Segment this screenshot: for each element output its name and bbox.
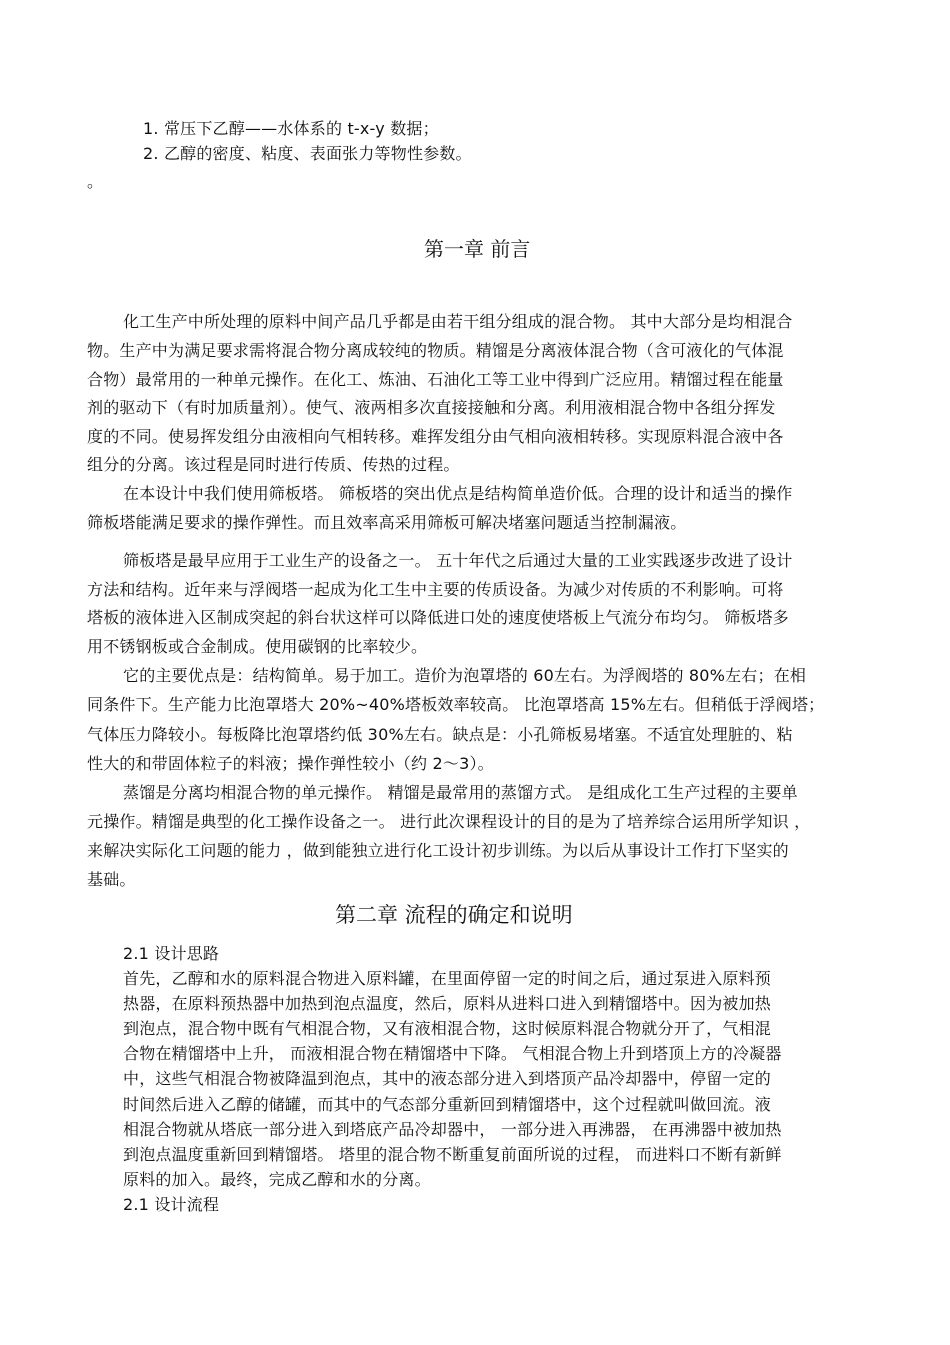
reference-item-1: 1. 常压下乙醇——水体系的 t-x-y 数据； xyxy=(143,119,439,138)
section-2-1-line: 原料的加入。最终，完成乙醇和水的分离。 xyxy=(123,1170,431,1189)
chapter-1-line: 蒸馏是分离均相混合物的单元操作。 精馏是最常用的蒸馏方式。 是组成化工生产过程的主要单 xyxy=(123,783,798,802)
chapter-1-line: 方法和结构。近年来与浮阀塔一起成为化工生中主要的传质设备。为减少对传质的不利影响。可将 xyxy=(87,580,784,599)
chapter-1-line: 筛板塔是最早应用于工业生产的设备之一。 五十年代之后通过大量的工业实践逐步改进了设计 xyxy=(123,551,793,570)
chapter-1-line: 性大的和带固体粒子的料液；操作弹性较小（约 2～3）。 xyxy=(87,754,494,773)
section-2-1-line: 热器，在原料预热器中加热到泡点温度，然后，原料从进料口进入到精馏塔中。因为被加热 xyxy=(123,994,772,1013)
section-2-2-title: 2.1 设计流程 xyxy=(123,1195,220,1214)
chapter-1-line: 在本设计中我们使用筛板塔。 筛板塔的突出优点是结构简单造价低。合理的设计和适当的操作 xyxy=(123,484,793,503)
section-2-1-line: 到泡点温度重新回到精馏塔。 塔里的混合物不断重复前面所说的过程， 而进料口不断有新鲜 xyxy=(123,1145,782,1164)
chapter-1-title: 第一章 前言 xyxy=(424,237,531,261)
chapter-1-line: 用不锈钢板或合金制成。使用碳钢的比率较少。 xyxy=(87,637,428,656)
section-2-1-line: 合物在精馏塔中上升， 而液相混合物在精馏塔中下降。 气相混合物上升到塔顶上方的冷凝器 xyxy=(123,1044,782,1063)
section-2-1-line: 中，这些气相混合物被降温到泡点，其中的液态部分进入到塔顶产品冷却器中，停留一定的 xyxy=(123,1069,772,1088)
section-2-1-line: 到泡点，混合物中既有气相混合物，又有液相混合物，这时候原料混合物就分开了，气相混 xyxy=(123,1019,772,1038)
chapter-1-line: 基础。 xyxy=(87,870,136,889)
chapter-1-line: 组分的分离。该过程是同时进行传质、传热的过程。 xyxy=(87,455,460,474)
chapter-1-line: 元操作。精馏是典型的化工操作设备之一。 进行此次课程设计的目的是为了培养综合运用所学知识 ， xyxy=(87,812,811,831)
chapter-1-line: 度的不同。使易挥发组分由液相向气相转移。难挥发组分由气相向液相转移。实现原料混合液中各 xyxy=(87,427,784,446)
section-2-1-title: 2.1 设计思路 xyxy=(123,944,220,963)
section-2-1-line: 首先，乙醇和水的原料混合物进入原料罐，在里面停留一定的时间之后，通过泵进入原料预 xyxy=(123,969,772,988)
section-2-1-line: 时间然后进入乙醇的储罐，而其中的气态部分重新回到精馏塔中，这个过程就叫做回流。液 xyxy=(123,1095,772,1114)
chapter-1-line: 来解决实际化工问题的能力 ，做到能独立进行化工设计初步训练。为以后从事设计工作打下坚实的 xyxy=(87,841,789,860)
chapter-1-line: 物。生产中为满足要求需将混合物分离成较纯的物质。精馏是分离液体混合物（含可液化的气体混 xyxy=(87,341,784,360)
chapter-1-line: 塔板的液体进入区制成突起的斜台状这样可以降低进口处的速度使塔板上气流分布均匀。 筛板塔多 xyxy=(87,608,789,627)
section-2-1-line: 相混合物就从塔底一部分进入到塔底产品冷却器中， 一部分进入再沸器， 在再沸器中被加热 xyxy=(123,1120,782,1139)
chapter-1-line: 剂的驱动下（有时加质量剂）。使气、液两相多次直接接触和分离。利用液相混合物中各组分挥发 xyxy=(87,398,776,417)
chapter-1-line: 气体压力降较小。每板降比泡罩塔约低 30%左右。缺点是：小孔筛板易堵塞。不适宜处理脏的、粘 xyxy=(87,725,793,744)
chapter-1-line: 筛板塔能满足要求的操作弹性。而且效率高采用筛板可解决堵塞问题适当控制漏液。 xyxy=(87,513,687,532)
chapter-1-line: 化工生产中所处理的原料中间产品几乎都是由若干组分组成的混合物。 其中大部分是均相混合 xyxy=(123,312,793,331)
chapter-2-title: 第二章 流程的确定和说明 xyxy=(335,903,573,927)
chapter-1-line: 合物）最常用的一种单元操作。在化工、炼油、石油化工等工业中得到广泛应用。精馏过程在能量 xyxy=(87,370,784,389)
reference-item-2: 2. 乙醇的密度、粘度、表面张力等物性参数。 xyxy=(143,144,472,163)
chapter-1-line: 同条件下。生产能力比泡罩塔大 20%~40%塔板效率较高。 比泡罩塔高 15%左右。但稍低于浮阀塔； xyxy=(87,695,825,714)
stray-period: 。 xyxy=(87,172,104,191)
chapter-1-line: 它的主要优点是：结构简单。易于加工。造价为泡罩塔的 60左右。为浮阀塔的 80%左右；在相 xyxy=(123,666,807,685)
